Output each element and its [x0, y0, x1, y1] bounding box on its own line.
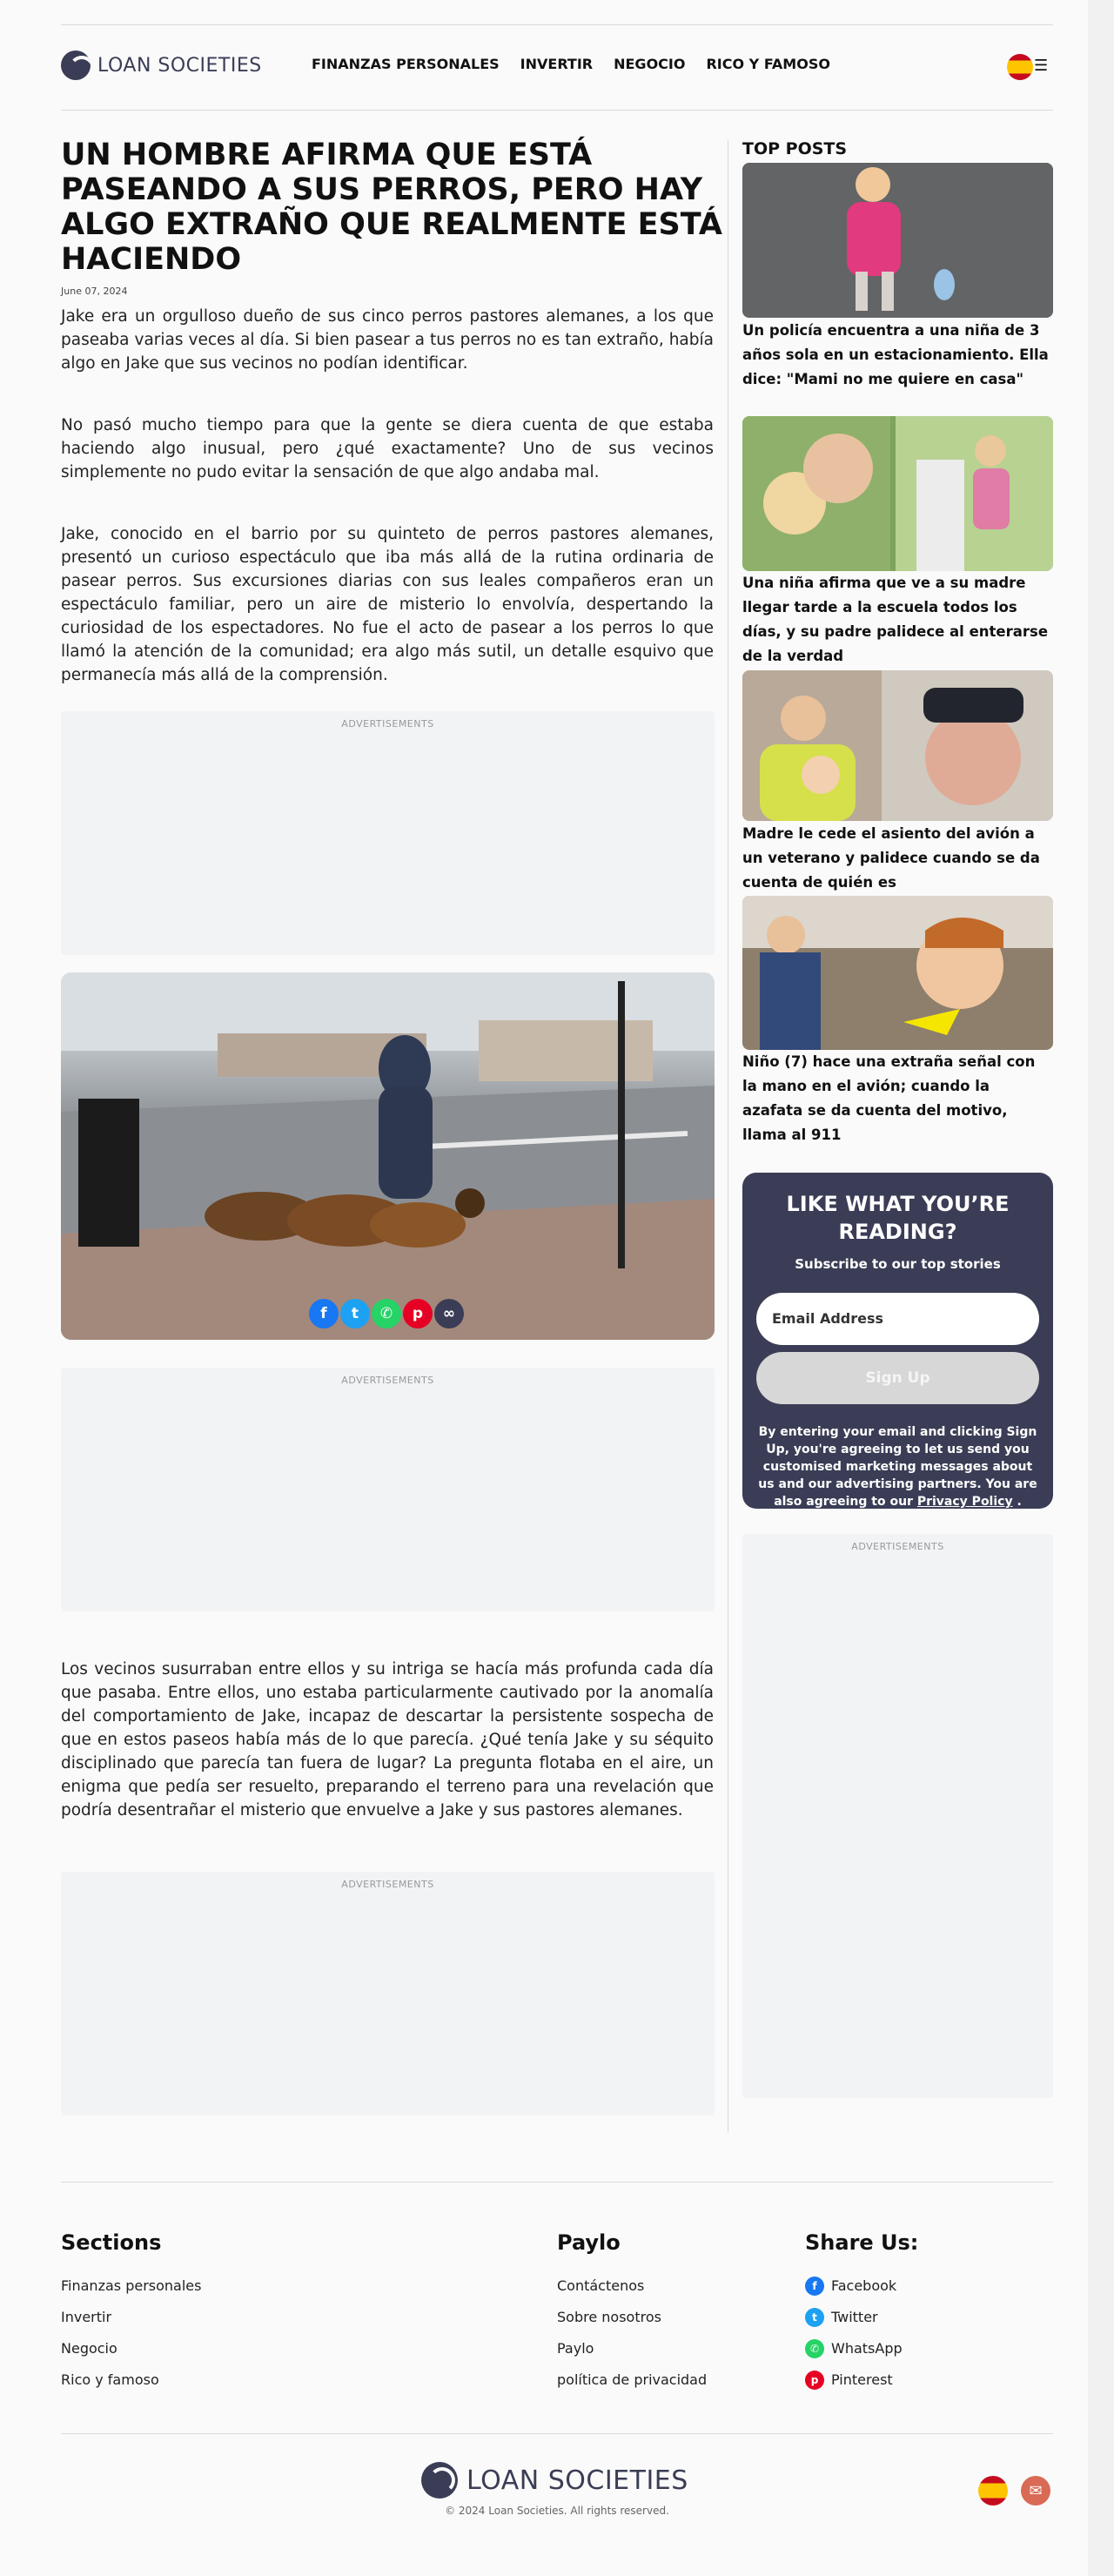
whatsapp-icon[interactable]: ✆	[372, 1299, 401, 1328]
link-icon[interactable]: ∞	[434, 1299, 464, 1328]
footer-sections-title: Sections	[61, 2230, 162, 2255]
post-caption[interactable]: Un policía encuentra a una niña de 3 años sola en un estacionamiento. Ella dice: "Mami no me quiere en casa"	[742, 322, 1049, 387]
footer-sections	[61, 2230, 201, 2396]
article-paragraph: Jake, conocido en el barrio por su quinteto de perros pastores alemanes, presentó un curioso espectáculo que iba más allá de la rutina ordinaria de pasear perros. Sus excursiones diarias con sus leales compañeros eran un espectáculo familiar, pero un aire de misterio lo envolvía, despertando la curiosidad de los espectadores. No fue el acto de pasear a los perros lo que llamó la atención de la comunidad; era algo más sutil, un detalle esquivo que permanecía más allá de la comprensión.	[61, 525, 714, 684]
article-paragraph: No pasó mucho tiempo para que la gente se diera cuenta de que estaba haciendo algo inusual, pero ¿qué exactamente? Uno de sus vecinos simplemente no pudo evitar la sensación de que algo andaba mal.	[61, 416, 714, 481]
post-thumbnail[interactable]	[742, 896, 1053, 1050]
article-paragraph: Los vecinos susurraban entre ellos y su intriga se hacía más profunda cada día que pasaba. Entre ellos, uno estaba particularmente cautivado por la anomalía del comportamiento de Jake, incapaz de descartar la persistente sospecha de que en estos paseos había más de lo que parecía. ¿Qué tenía Jake y su séquito disciplinado que parecía tan fuera de lugar? La pregunta flotaba en el aire, un enigma que pedía ser resuelto, preparando el terreno para una revelación que podría desentrañar el misterio que envuelve a Jake y sus pastores alemanes.	[61, 1660, 714, 1819]
post-caption[interactable]: Una niña afirma que ve a su madre llegar tarde a la escuela todos los días, y su padre palidece al enterarse de la verdad	[742, 575, 1049, 664]
ad-slot[interactable]	[61, 711, 715, 955]
subscribe-legal	[756, 1423, 1039, 1510]
share-bar	[309, 1299, 464, 1328]
subscribe-box	[742, 1173, 1053, 1509]
footer-link[interactable]: política de privacidad	[557, 2371, 708, 2388]
logo-mark-icon	[61, 50, 91, 80]
post-thumbnail[interactable]	[742, 163, 1053, 318]
post-thumbnail-image	[742, 416, 1053, 571]
post-thumbnail[interactable]	[742, 416, 1053, 571]
top-posts-heading: TOP POSTS	[742, 139, 848, 158]
mail-icon[interactable]: ✉	[1021, 2476, 1050, 2505]
spain-flag-icon[interactable]	[978, 2476, 1008, 2505]
footer-share-title: Share Us:	[805, 2230, 919, 2255]
facebook-icon[interactable]: f	[309, 1299, 339, 1328]
main-nav	[312, 56, 830, 72]
post-thumbnail-image	[742, 163, 1053, 318]
footer-paylo-title: Paylo	[557, 2230, 621, 2255]
header-divider	[61, 110, 1053, 111]
footer-logo[interactable]	[421, 2462, 688, 2499]
menu-icon[interactable]: ☰	[1034, 57, 1049, 75]
footer-share	[805, 2230, 918, 2396]
post-thumbnail[interactable]	[742, 670, 1053, 821]
post-caption[interactable]: Madre le cede el asiento del avión a un veterano y palidece cuando se da cuenta de quién es	[742, 825, 1040, 891]
footer-link[interactable]: Finanzas personales	[61, 2277, 202, 2294]
nav-invertir[interactable]: INVERTIR	[520, 56, 594, 72]
site-logo[interactable]	[61, 50, 262, 80]
footer-link[interactable]: Rico y famoso	[61, 2371, 159, 2388]
logo-text: LOAN SOCIETIES	[97, 54, 262, 77]
twitter-icon: t	[805, 2308, 824, 2327]
share-pinterest-link[interactable]	[805, 2364, 918, 2396]
spain-flag-icon[interactable]	[1007, 54, 1033, 80]
twitter-icon[interactable]: t	[340, 1299, 370, 1328]
post-thumbnail-image	[742, 896, 1053, 1050]
ad-label: ADVERTISEMENTS	[341, 1879, 434, 1890]
pinterest-icon: p	[805, 2371, 824, 2390]
top-divider	[61, 24, 1053, 25]
subscribe-subtitle: Subscribe to our top stories	[795, 1256, 1001, 1272]
article-date: June 07, 2024	[61, 286, 128, 297]
share-label: Twitter	[831, 2309, 878, 2325]
page-scrollbar[interactable]	[1088, 0, 1114, 2576]
footer-link[interactable]: Sobre nosotros	[557, 2309, 661, 2325]
logo-mark-icon	[421, 2462, 458, 2499]
footer-paylo	[557, 2230, 707, 2396]
ad-slot[interactable]	[61, 1872, 715, 2115]
facebook-icon: f	[805, 2277, 824, 2296]
hero-scene	[61, 972, 715, 1340]
article-paragraph: Jake era un orgulloso dueño de sus cinco perros pastores alemanes, a los que paseaba varias veces al día. Si bien pasear a tus perros no es tan extraño, había algo en Jake que sus vecinos no podían identificar.	[61, 307, 714, 373]
subscribe-legal-end: .	[1017, 1495, 1022, 1509]
footer-link[interactable]: Paylo	[557, 2340, 594, 2357]
share-whatsapp-link[interactable]	[805, 2333, 918, 2364]
ad-label: ADVERTISEMENTS	[341, 1375, 434, 1386]
subscribe-title: LIKE WHAT YOU’RE READING?	[786, 1192, 1010, 1244]
whatsapp-icon: ✆	[805, 2339, 824, 2358]
sign-up-button[interactable]: Sign Up	[756, 1352, 1039, 1404]
article-hero-image	[61, 972, 715, 1340]
footer-link[interactable]: Contáctenos	[557, 2277, 645, 2294]
share-facebook-link[interactable]	[805, 2270, 918, 2302]
post-thumbnail-image	[742, 670, 1053, 821]
ad-label: ADVERTISEMENTS	[851, 1541, 944, 1552]
ad-label: ADVERTISEMENTS	[341, 718, 434, 730]
email-field[interactable]: Email Address	[756, 1293, 1039, 1345]
footer-logo-text: LOAN SOCIETIES	[466, 2465, 688, 2496]
share-label: Pinterest	[831, 2371, 893, 2388]
footer-link[interactable]: Invertir	[61, 2309, 112, 2325]
privacy-policy-link[interactable]: Privacy Policy	[916, 1495, 1013, 1509]
footer-bottom-divider	[61, 2433, 1053, 2434]
footer-link[interactable]: Negocio	[61, 2340, 117, 2357]
nav-negocio[interactable]: NEGOCIO	[614, 56, 686, 72]
nav-finanzas-personales[interactable]: FINANZAS PERSONALES	[312, 56, 500, 72]
sidebar-ad-slot[interactable]	[742, 1534, 1053, 2098]
copyright: © 2024 Loan Societies. All rights reserved.	[445, 2505, 669, 2517]
ad-slot[interactable]	[61, 1368, 715, 1611]
article-title: UN HOMBRE AFIRMA QUE ESTÁ PASEANDO A SUS PERROS, PERO HAY ALGO EXTRAÑO QUE REALMENTE ESTÁ HACIENDO	[61, 138, 722, 277]
subscribe-legal-text: By entering your email and clicking Sign Up, you're agreeing to let us send you customised marketing messages about us and our advertising partners. You are also agreeing to our	[758, 1425, 1037, 1509]
pinterest-icon[interactable]: p	[403, 1299, 433, 1328]
footer-divider	[61, 2182, 1053, 2183]
post-caption[interactable]: Niño (7) hace una extraña señal con la mano en el avión; cuando la azafata se da cuenta del motivo, llama al 911	[742, 1053, 1036, 1143]
share-label: WhatsApp	[831, 2340, 903, 2357]
nav-rico-y-famoso[interactable]: RICO Y FAMOSO	[706, 56, 830, 72]
share-label: Facebook	[831, 2277, 897, 2294]
share-twitter-link[interactable]	[805, 2302, 918, 2333]
